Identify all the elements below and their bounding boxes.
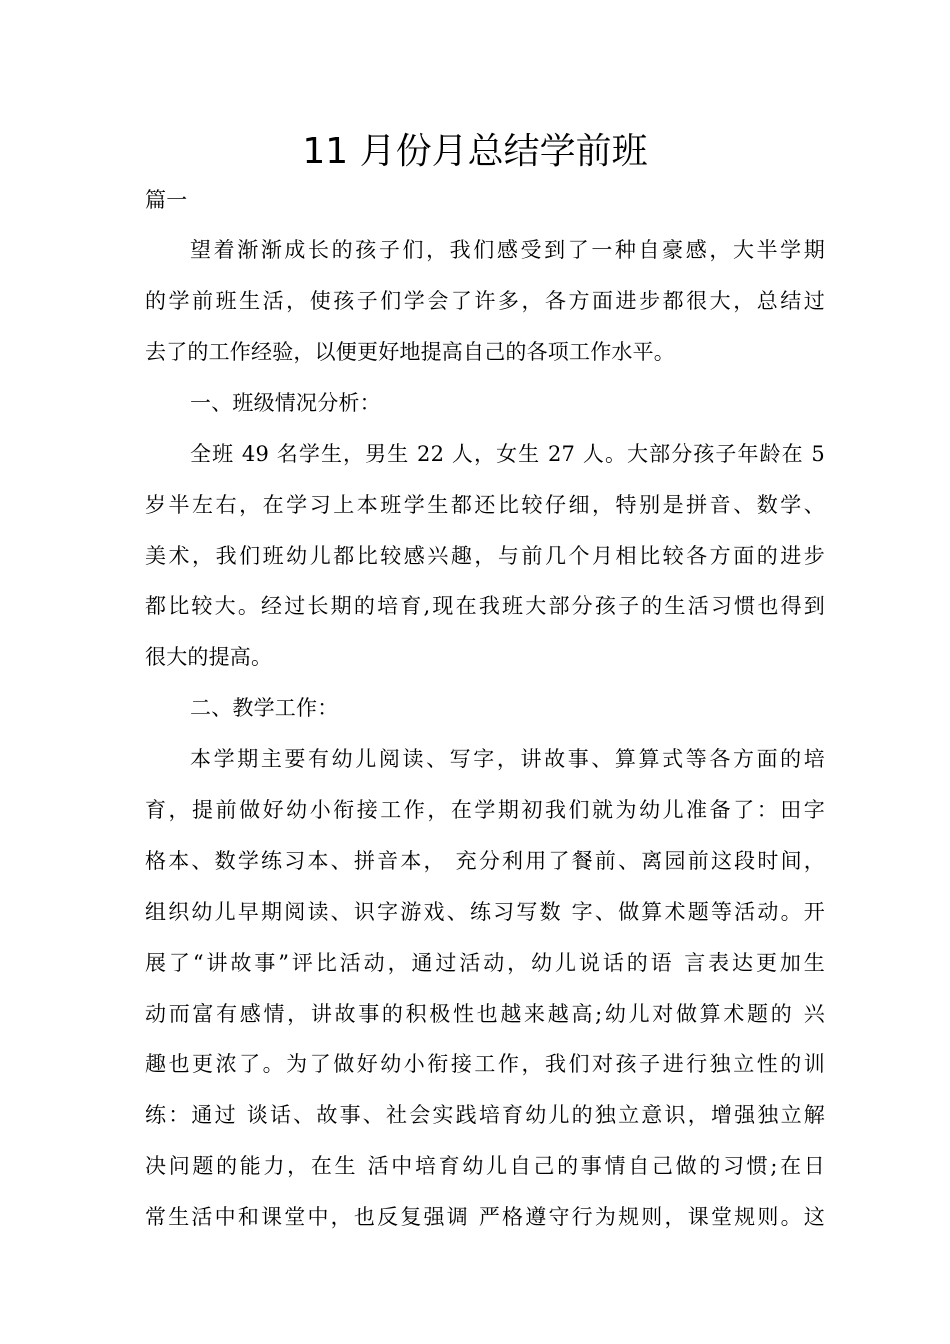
paragraph-line: 去了的工作经验，以便更好地提高自己的各项工作水平。 [145,340,675,364]
paragraph-line: 岁半左右，在学习上本班学生都还比较仔细，特别是拼音、数学、 [145,493,825,517]
paragraph-line: 很大的提高。 [145,645,273,669]
paragraph-line: 全班 49 名学生，男生 22 人，女生 27 人。大部分孩子年龄在 5 [190,442,825,466]
paragraph-line: 美术，我们班幼儿都比较感兴趣，与前几个月相比较各方面的进步 [145,544,825,568]
paragraph-line: 决问题的能力，在生 活中培育幼儿自己的事情自己做的习惯;在日 [145,1154,825,1178]
paragraph-line: 都比较大。经过长期的培育,现在我班大部分孩子的生活习惯也得到 [145,594,825,618]
paragraph-line: 格本、数学练习本、拼音本， 充分利用了餐前、离园前这段时间， [145,849,825,873]
paragraph-line: 的学前班生活，使孩子们学会了许多，各方面进步都很大，总结过 [145,289,825,313]
section-heading: 二、教学工作： [190,696,339,720]
paragraph-line: 趣也更浓了。为了做好幼小衔接工作，我们对孩子进行独立性的训 [145,1052,825,1076]
paragraph-line: 组织幼儿早期阅读、识字游戏、练习写数 字、做算术题等活动。开 [145,900,825,924]
paragraph-line: 常生活中和课堂中，也反复强调 严格遵守行为规则，课堂规则。这 [145,1205,825,1229]
paragraph-line: 望着渐渐成长的孩子们，我们感受到了一种自豪感，大半学期 [190,238,825,262]
paragraph-line: 展了“讲故事”评比活动，通过活动，幼儿说话的语 言表达更加生 [145,951,825,975]
document-title: 11 月份月总结学前班 [302,131,648,172]
section-heading: 一、班级情况分析： [190,391,381,415]
paragraph-line: 动而富有感情，讲故事的积极性也越来越高;幼儿对做算术题的 兴 [145,1002,825,1026]
paragraph-line: 本学期主要有幼儿阅读、写字，讲故事、算算式等各方面的培 [190,747,825,771]
section-label: 篇一 [145,188,188,212]
paragraph-line: 练：通过 谈话、故事、社会实践培育幼儿的独立意识，增强独立解 [145,1103,825,1127]
paragraph-line: 育，提前做好幼小衔接工作，在学期初我们就为幼儿准备了：田字 [145,798,825,822]
